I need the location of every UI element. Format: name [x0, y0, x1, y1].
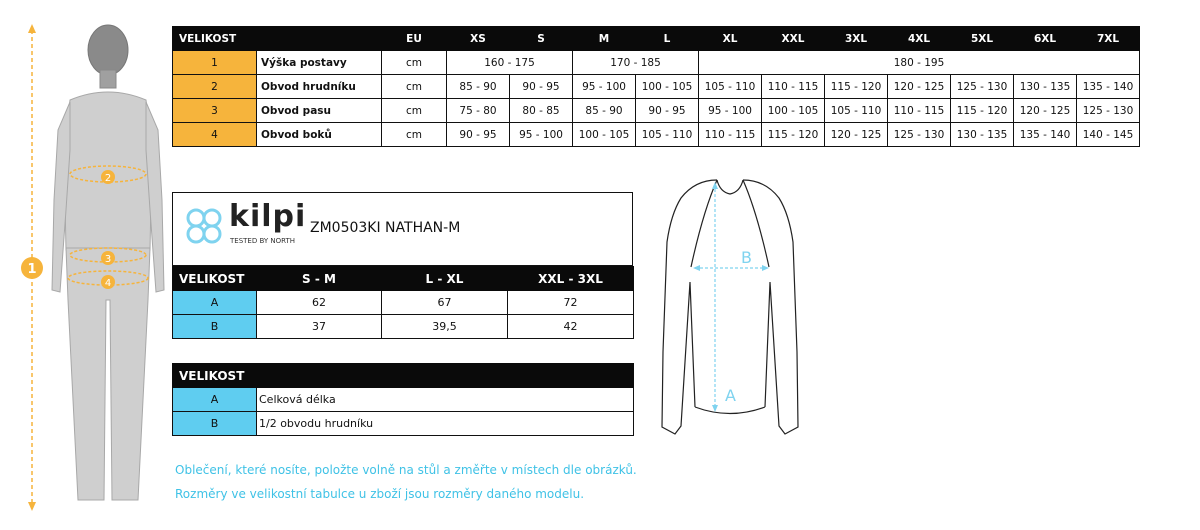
product-header-cell: L - XL	[382, 267, 508, 291]
size-value: 105 - 110	[636, 123, 699, 147]
legend-key: A	[173, 388, 257, 412]
size-row	[173, 99, 1140, 123]
size-value: 125 - 130	[951, 75, 1014, 99]
size-header-cell: XS	[447, 27, 510, 51]
size-header-cell: XL	[699, 27, 762, 51]
product-box	[172, 192, 633, 266]
size-row	[173, 123, 1140, 147]
body-measurement-figure	[0, 0, 172, 530]
svg-text:4: 4	[104, 278, 112, 289]
size-value: 130 - 135	[1014, 75, 1077, 99]
size-value: 100 - 105	[573, 123, 636, 147]
brand-name: kilpi	[229, 199, 307, 234]
legend-row	[173, 412, 634, 436]
shirt-label-a: A	[725, 386, 736, 405]
brand-tagline: TESTED BY NORTH	[230, 237, 296, 245]
size-header-cell: 6XL	[1014, 27, 1077, 51]
size-header-cell: XXL	[762, 27, 825, 51]
size-value: 105 - 110	[699, 75, 762, 99]
measure-label: Obvod hrudníku	[257, 75, 382, 99]
product-value: 42	[508, 315, 634, 339]
product-header-cell: VELIKOST	[173, 267, 257, 291]
unit-cell: cm	[382, 123, 447, 147]
size-value: 85 - 90	[447, 75, 510, 99]
product-key: A	[173, 291, 257, 315]
size-value: 95 - 100	[573, 75, 636, 99]
size-value: 120 - 125	[1014, 99, 1077, 123]
svg-text:3: 3	[104, 254, 112, 265]
product-value: 37	[257, 315, 382, 339]
row-number: 1	[173, 51, 257, 75]
size-header-cell: VELIKOST	[173, 27, 257, 51]
size-value: 115 - 120	[825, 75, 888, 99]
size-value: 95 - 100	[510, 123, 573, 147]
size-value: 125 - 130	[888, 123, 951, 147]
size-value: 160 - 175	[447, 51, 573, 75]
product-value: 67	[382, 291, 508, 315]
row-number: 2	[173, 75, 257, 99]
unit-cell: cm	[382, 99, 447, 123]
size-value: 85 - 90	[573, 99, 636, 123]
size-header-cell: 7XL	[1077, 27, 1140, 51]
size-header-cell: 4XL	[888, 27, 951, 51]
size-value: 115 - 120	[951, 99, 1014, 123]
size-row	[173, 75, 1140, 99]
legend-row	[173, 388, 634, 412]
size-value: 100 - 105	[636, 75, 699, 99]
size-value: 135 - 140	[1077, 75, 1140, 99]
size-row	[173, 51, 1140, 75]
size-value: 130 - 135	[951, 123, 1014, 147]
unit-cell: cm	[382, 51, 447, 75]
size-value: 95 - 100	[699, 99, 762, 123]
product-value: 39,5	[382, 315, 508, 339]
legend-desc: 1/2 obvodu hrudníku	[257, 412, 634, 436]
size-value: 80 - 85	[510, 99, 573, 123]
size-value: 115 - 120	[762, 123, 825, 147]
product-value: 72	[508, 291, 634, 315]
note-line-2: Rozměry ve velikostní tabulce u zboží jsou rozměry daného modelu.	[175, 487, 585, 501]
size-value: 100 - 105	[762, 99, 825, 123]
size-header-cell: S	[510, 27, 573, 51]
shirt-label-b: B	[741, 248, 752, 267]
product-measure-table	[172, 266, 634, 339]
size-value: 170 - 185	[573, 51, 699, 75]
legend-header: VELIKOST	[173, 364, 634, 388]
size-value: 90 - 95	[510, 75, 573, 99]
kilpi-logo-icon	[179, 201, 229, 251]
size-value: 120 - 125	[888, 75, 951, 99]
product-key: B	[173, 315, 257, 339]
measure-label: Výška postavy	[257, 51, 382, 75]
size-value: 90 - 95	[447, 123, 510, 147]
size-chart-table	[172, 26, 1140, 147]
size-value: 180 - 195	[699, 51, 1140, 75]
size-value: 125 - 130	[1077, 99, 1140, 123]
size-value: 110 - 115	[699, 123, 762, 147]
shirt-diagram	[655, 172, 840, 447]
product-row	[173, 315, 634, 339]
product-header-cell: S - M	[257, 267, 382, 291]
size-header-cell: M	[573, 27, 636, 51]
svg-text:2: 2	[104, 173, 112, 184]
row-number: 4	[173, 123, 257, 147]
unit-cell: cm	[382, 75, 447, 99]
size-table-header	[173, 27, 1140, 51]
measure-label: Obvod pasu	[257, 99, 382, 123]
size-value: 135 - 140	[1014, 123, 1077, 147]
size-header-cell: 3XL	[825, 27, 888, 51]
legend-table	[172, 363, 634, 436]
size-header-cell: EU	[382, 27, 447, 51]
row-number: 3	[173, 99, 257, 123]
product-name: ZM0503KI NATHAN-M	[310, 220, 461, 236]
product-table-header	[173, 267, 634, 291]
legend-desc: Celková délka	[257, 388, 634, 412]
size-value: 120 - 125	[825, 123, 888, 147]
product-value: 62	[257, 291, 382, 315]
svg-text:1: 1	[27, 262, 37, 277]
size-value: 140 - 145	[1077, 123, 1140, 147]
size-value: 105 - 110	[825, 99, 888, 123]
product-row	[173, 291, 634, 315]
size-value: 110 - 115	[762, 75, 825, 99]
legend-key: B	[173, 412, 257, 436]
measure-label: Obvod boků	[257, 123, 382, 147]
size-value: 90 - 95	[636, 99, 699, 123]
size-header-cell	[257, 27, 382, 51]
size-header-cell: L	[636, 27, 699, 51]
size-value: 75 - 80	[447, 99, 510, 123]
size-value: 110 - 115	[888, 99, 951, 123]
size-header-cell: 5XL	[951, 27, 1014, 51]
product-header-cell: XXL - 3XL	[508, 267, 634, 291]
note-line-1: Oblečení, které nosíte, položte volně na stůl a změřte v místech dle obrázků.	[175, 463, 637, 477]
